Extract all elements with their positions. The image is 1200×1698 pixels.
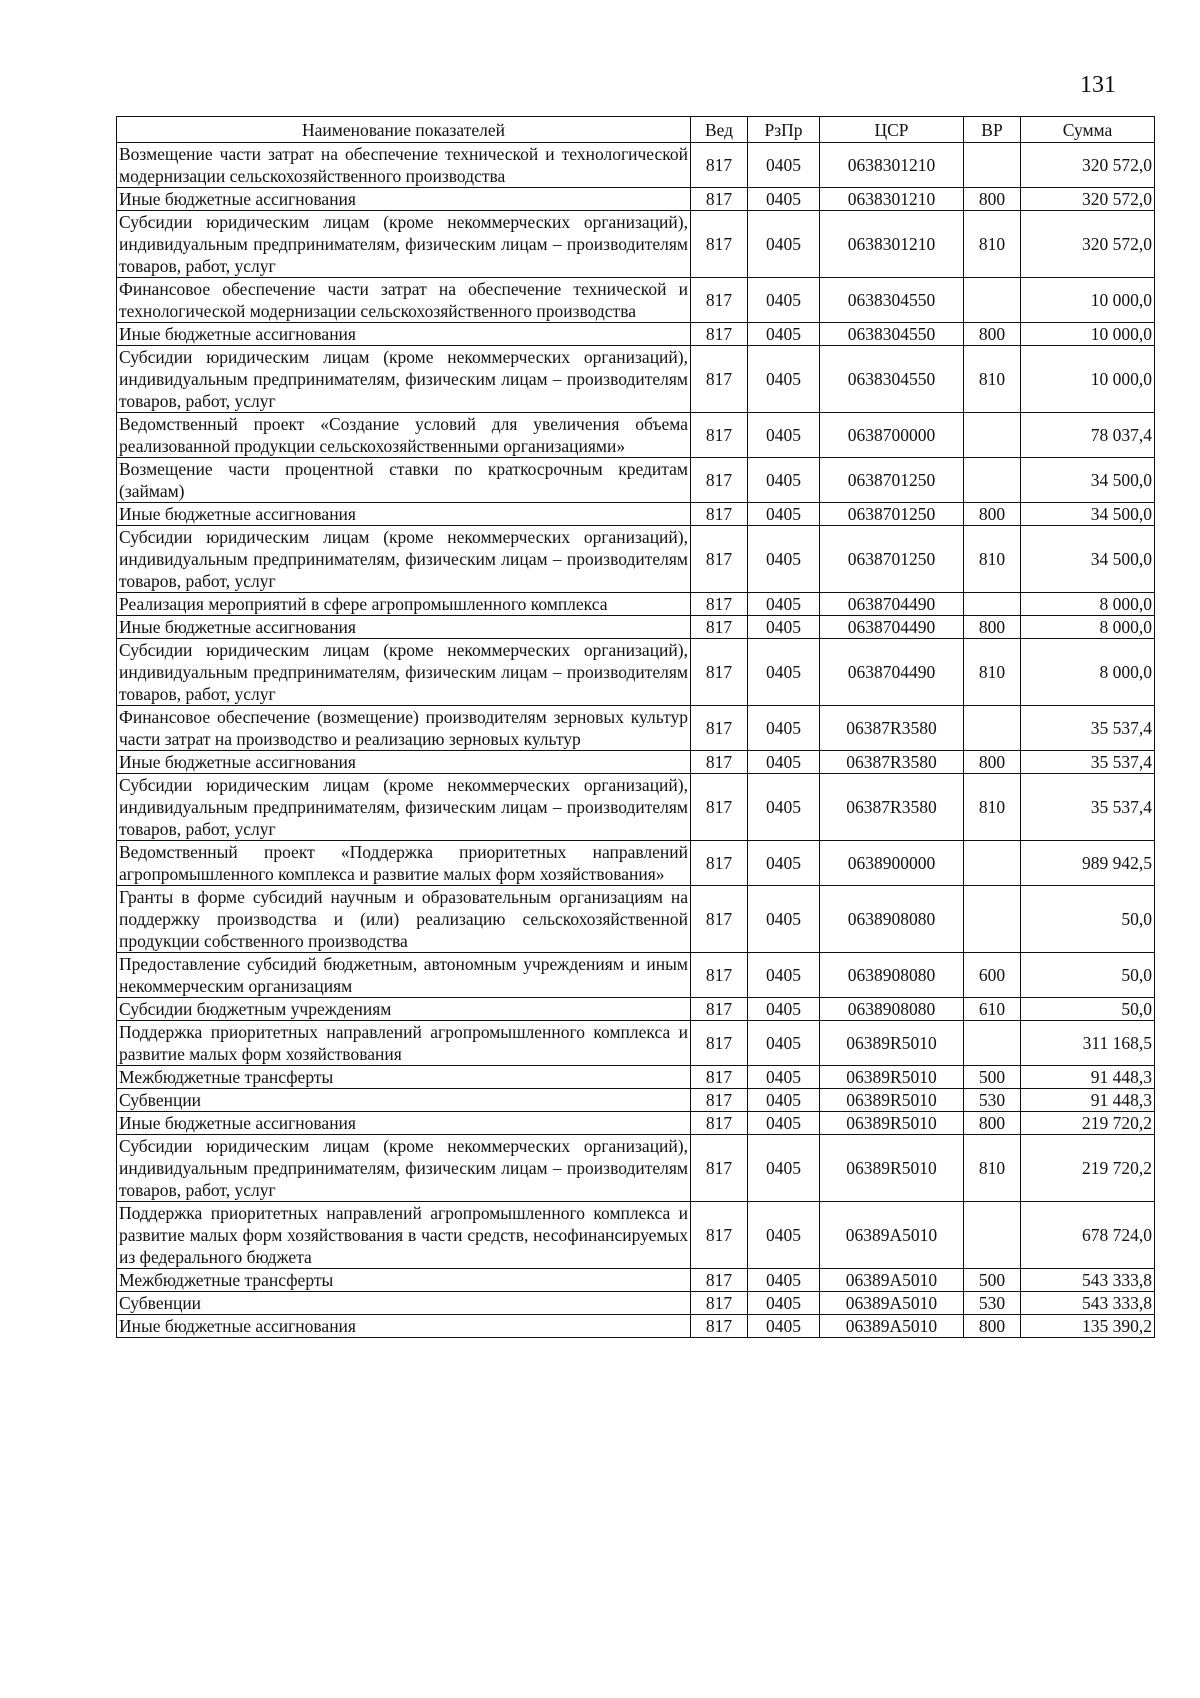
cell-name: Субсидии юридическим лицам (кроме некоммерческих организаций), индивидуальным предпринимателям, физическим лицам – производителям товаров, работ, услуг bbox=[117, 211, 691, 278]
cell-rzpr: 0405 bbox=[748, 616, 820, 639]
cell-rzpr: 0405 bbox=[748, 1135, 820, 1202]
cell-ved: 817 bbox=[691, 1202, 748, 1269]
cell-ved: 817 bbox=[691, 616, 748, 639]
cell-sum: 91 448,3 bbox=[1021, 1089, 1155, 1112]
cell-rzpr: 0405 bbox=[748, 706, 820, 751]
cell-rzpr: 0405 bbox=[748, 1269, 820, 1292]
cell-csr: 06387R3580 bbox=[820, 706, 964, 751]
cell-name: Гранты в форме субсидий научным и образовательным организациям на поддержку производства и (или) реализацию сельскохозяйственной продукции собственного производства bbox=[117, 886, 691, 953]
cell-vr bbox=[964, 143, 1021, 188]
cell-rzpr: 0405 bbox=[748, 841, 820, 886]
table-row bbox=[117, 1315, 1155, 1338]
table-header-row bbox=[117, 117, 1155, 143]
cell-rzpr: 0405 bbox=[748, 1202, 820, 1269]
cell-vr: 530 bbox=[964, 1292, 1021, 1315]
cell-csr: 0638301210 bbox=[820, 211, 964, 278]
cell-name: Субсидии юридическим лицам (кроме некоммерческих организаций), индивидуальным предпринимателям, физическим лицам – производителям товаров, работ, услуг bbox=[117, 526, 691, 593]
cell-rzpr: 0405 bbox=[748, 188, 820, 211]
table-row bbox=[117, 706, 1155, 751]
cell-vr: 800 bbox=[964, 616, 1021, 639]
cell-vr: 800 bbox=[964, 751, 1021, 774]
table-row bbox=[117, 616, 1155, 639]
cell-rzpr: 0405 bbox=[748, 211, 820, 278]
cell-name: Иные бюджетные ассигнования bbox=[117, 1315, 691, 1338]
cell-csr: 06389A5010 bbox=[820, 1292, 964, 1315]
table-row bbox=[117, 953, 1155, 998]
cell-csr: 0638900000 bbox=[820, 841, 964, 886]
cell-name: Ведомственный проект «Поддержка приоритетных направлений агропромышленного комплекса и развитие малых форм хозяйствования» bbox=[117, 841, 691, 886]
cell-ved: 817 bbox=[691, 1269, 748, 1292]
cell-rzpr: 0405 bbox=[748, 526, 820, 593]
cell-name: Субвенции bbox=[117, 1089, 691, 1112]
cell-rzpr: 0405 bbox=[748, 886, 820, 953]
table-row bbox=[117, 998, 1155, 1021]
cell-csr: 0638704490 bbox=[820, 593, 964, 616]
cell-sum: 311 168,5 bbox=[1021, 1021, 1155, 1066]
cell-rzpr: 0405 bbox=[748, 1112, 820, 1135]
table-row bbox=[117, 593, 1155, 616]
cell-vr: 810 bbox=[964, 346, 1021, 413]
cell-sum: 35 537,4 bbox=[1021, 706, 1155, 751]
cell-rzpr: 0405 bbox=[748, 143, 820, 188]
cell-name: Субсидии юридическим лицам (кроме некоммерческих организаций), индивидуальным предпринимателям, физическим лицам – производителям товаров, работ, услуг bbox=[117, 346, 691, 413]
cell-ved: 817 bbox=[691, 1292, 748, 1315]
cell-vr: 810 bbox=[964, 1135, 1021, 1202]
cell-ved: 817 bbox=[691, 1089, 748, 1112]
cell-vr: 610 bbox=[964, 998, 1021, 1021]
cell-rzpr: 0405 bbox=[748, 1021, 820, 1066]
cell-vr bbox=[964, 1021, 1021, 1066]
cell-sum: 34 500,0 bbox=[1021, 526, 1155, 593]
cell-name: Субсидии юридическим лицам (кроме некоммерческих организаций), индивидуальным предпринимателям, физическим лицам – производителям товаров, работ, услуг bbox=[117, 1135, 691, 1202]
cell-sum: 8 000,0 bbox=[1021, 616, 1155, 639]
cell-sum: 543 333,8 bbox=[1021, 1292, 1155, 1315]
table-row bbox=[117, 1089, 1155, 1112]
cell-ved: 817 bbox=[691, 706, 748, 751]
cell-rzpr: 0405 bbox=[748, 458, 820, 503]
table-row bbox=[117, 458, 1155, 503]
cell-name: Финансовое обеспечение (возмещение) производителям зерновых культур части затрат на производство и реализацию зерновых культур bbox=[117, 706, 691, 751]
cell-csr: 0638908080 bbox=[820, 953, 964, 998]
cell-sum: 35 537,4 bbox=[1021, 774, 1155, 841]
cell-name: Возмещение части затрат на обеспечение технической и технологической модернизации сельскохозяйственного производства bbox=[117, 143, 691, 188]
cell-sum: 320 572,0 bbox=[1021, 188, 1155, 211]
cell-csr: 0638304550 bbox=[820, 278, 964, 323]
cell-name: Возмещение части процентной ставки по краткосрочным кредитам (займам) bbox=[117, 458, 691, 503]
cell-csr: 06389R5010 bbox=[820, 1112, 964, 1135]
cell-name: Субвенции bbox=[117, 1292, 691, 1315]
cell-csr: 06389R5010 bbox=[820, 1066, 964, 1089]
cell-sum: 78 037,4 bbox=[1021, 413, 1155, 458]
cell-csr: 06389A5010 bbox=[820, 1202, 964, 1269]
cell-csr: 0638301210 bbox=[820, 143, 964, 188]
header-ved: Вед bbox=[691, 117, 748, 143]
cell-ved: 817 bbox=[691, 323, 748, 346]
cell-vr bbox=[964, 458, 1021, 503]
cell-ved: 817 bbox=[691, 458, 748, 503]
cell-ved: 817 bbox=[691, 211, 748, 278]
cell-ved: 817 bbox=[691, 1112, 748, 1135]
cell-ved: 817 bbox=[691, 1066, 748, 1089]
cell-csr: 0638701250 bbox=[820, 458, 964, 503]
cell-sum: 8 000,0 bbox=[1021, 639, 1155, 706]
cell-name: Субсидии бюджетным учреждениям bbox=[117, 998, 691, 1021]
table-row bbox=[117, 841, 1155, 886]
cell-csr: 06389R5010 bbox=[820, 1089, 964, 1112]
cell-ved: 817 bbox=[691, 526, 748, 593]
table-row bbox=[117, 751, 1155, 774]
table-row bbox=[117, 526, 1155, 593]
cell-vr: 800 bbox=[964, 323, 1021, 346]
cell-name: Поддержка приоритетных направлений агропромышленного комплекса и развитие малых форм хозяйствования bbox=[117, 1021, 691, 1066]
cell-csr: 0638908080 bbox=[820, 998, 964, 1021]
cell-sum: 91 448,3 bbox=[1021, 1066, 1155, 1089]
cell-ved: 817 bbox=[691, 751, 748, 774]
table-row bbox=[117, 278, 1155, 323]
cell-vr bbox=[964, 886, 1021, 953]
cell-sum: 8 000,0 bbox=[1021, 593, 1155, 616]
cell-sum: 10 000,0 bbox=[1021, 323, 1155, 346]
cell-vr bbox=[964, 413, 1021, 458]
table-row bbox=[117, 1135, 1155, 1202]
cell-name: Поддержка приоритетных направлений агропромышленного комплекса и развитие малых форм хозяйствования в части средств, несофинансируемых из федерального бюджета bbox=[117, 1202, 691, 1269]
cell-name: Субсидии юридическим лицам (кроме некоммерческих организаций), индивидуальным предпринимателям, физическим лицам – производителям товаров, работ, услуг bbox=[117, 774, 691, 841]
cell-sum: 135 390,2 bbox=[1021, 1315, 1155, 1338]
cell-vr: 500 bbox=[964, 1066, 1021, 1089]
table-row bbox=[117, 1112, 1155, 1135]
cell-csr: 0638700000 bbox=[820, 413, 964, 458]
table-row bbox=[117, 1021, 1155, 1066]
cell-rzpr: 0405 bbox=[748, 346, 820, 413]
cell-vr: 600 bbox=[964, 953, 1021, 998]
table-row bbox=[117, 1292, 1155, 1315]
cell-ved: 817 bbox=[691, 998, 748, 1021]
cell-vr: 500 bbox=[964, 1269, 1021, 1292]
table-row bbox=[117, 143, 1155, 188]
cell-vr: 530 bbox=[964, 1089, 1021, 1112]
cell-ved: 817 bbox=[691, 593, 748, 616]
cell-csr: 06389A5010 bbox=[820, 1269, 964, 1292]
cell-name: Иные бюджетные ассигнования bbox=[117, 751, 691, 774]
budget-table bbox=[116, 116, 1155, 1338]
cell-vr: 810 bbox=[964, 639, 1021, 706]
cell-ved: 817 bbox=[691, 1021, 748, 1066]
table-row bbox=[117, 503, 1155, 526]
cell-csr: 0638701250 bbox=[820, 503, 964, 526]
cell-rzpr: 0405 bbox=[748, 593, 820, 616]
cell-csr: 0638301210 bbox=[820, 188, 964, 211]
table-row bbox=[117, 1066, 1155, 1089]
header-sum: Сумма bbox=[1021, 117, 1155, 143]
table-row bbox=[117, 1202, 1155, 1269]
header-name: Наименование показателей bbox=[117, 117, 691, 143]
cell-csr: 0638304550 bbox=[820, 346, 964, 413]
cell-vr: 800 bbox=[964, 1112, 1021, 1135]
cell-sum: 35 537,4 bbox=[1021, 751, 1155, 774]
cell-sum: 543 333,8 bbox=[1021, 1269, 1155, 1292]
table-row bbox=[117, 323, 1155, 346]
cell-sum: 219 720,2 bbox=[1021, 1112, 1155, 1135]
cell-ved: 817 bbox=[691, 143, 748, 188]
cell-vr: 800 bbox=[964, 188, 1021, 211]
cell-sum: 320 572,0 bbox=[1021, 211, 1155, 278]
cell-csr: 06389R5010 bbox=[820, 1135, 964, 1202]
cell-name: Субсидии юридическим лицам (кроме некоммерческих организаций), индивидуальным предпринимателям, физическим лицам – производителям товаров, работ, услуг bbox=[117, 639, 691, 706]
cell-csr: 06389R5010 bbox=[820, 1021, 964, 1066]
cell-sum: 50,0 bbox=[1021, 953, 1155, 998]
cell-name: Иные бюджетные ассигнования bbox=[117, 503, 691, 526]
cell-sum: 10 000,0 bbox=[1021, 278, 1155, 323]
cell-name: Реализация мероприятий в сфере агропромышленного комплекса bbox=[117, 593, 691, 616]
cell-rzpr: 0405 bbox=[748, 278, 820, 323]
cell-ved: 817 bbox=[691, 413, 748, 458]
cell-name: Финансовое обеспечение части затрат на обеспечение технической и технологической модернизации сельскохозяйственного производства bbox=[117, 278, 691, 323]
cell-vr bbox=[964, 1202, 1021, 1269]
cell-rzpr: 0405 bbox=[748, 1315, 820, 1338]
cell-rzpr: 0405 bbox=[748, 1066, 820, 1089]
cell-ved: 817 bbox=[691, 346, 748, 413]
cell-csr: 0638304550 bbox=[820, 323, 964, 346]
cell-sum: 219 720,2 bbox=[1021, 1135, 1155, 1202]
cell-csr: 0638704490 bbox=[820, 639, 964, 706]
cell-sum: 989 942,5 bbox=[1021, 841, 1155, 886]
cell-ved: 817 bbox=[691, 639, 748, 706]
cell-vr bbox=[964, 278, 1021, 323]
cell-rzpr: 0405 bbox=[748, 774, 820, 841]
table-row bbox=[117, 188, 1155, 211]
cell-vr bbox=[964, 706, 1021, 751]
cell-ved: 817 bbox=[691, 1315, 748, 1338]
cell-rzpr: 0405 bbox=[748, 639, 820, 706]
cell-ved: 817 bbox=[691, 188, 748, 211]
cell-rzpr: 0405 bbox=[748, 1292, 820, 1315]
cell-ved: 817 bbox=[691, 953, 748, 998]
cell-sum: 10 000,0 bbox=[1021, 346, 1155, 413]
cell-csr: 0638704490 bbox=[820, 616, 964, 639]
cell-rzpr: 0405 bbox=[748, 998, 820, 1021]
cell-name: Ведомственный проект «Создание условий для увеличения объема реализованной продукции сельскохозяйственными организациями» bbox=[117, 413, 691, 458]
cell-rzpr: 0405 bbox=[748, 503, 820, 526]
page-number: 131 bbox=[1080, 72, 1116, 98]
cell-name: Межбюджетные трансферты bbox=[117, 1066, 691, 1089]
cell-csr: 06389A5010 bbox=[820, 1315, 964, 1338]
cell-csr: 06387R3580 bbox=[820, 751, 964, 774]
cell-sum: 34 500,0 bbox=[1021, 503, 1155, 526]
cell-ved: 817 bbox=[691, 886, 748, 953]
cell-sum: 678 724,0 bbox=[1021, 1202, 1155, 1269]
cell-vr bbox=[964, 593, 1021, 616]
cell-sum: 320 572,0 bbox=[1021, 143, 1155, 188]
table-row bbox=[117, 639, 1155, 706]
table-row bbox=[117, 413, 1155, 458]
cell-name: Иные бюджетные ассигнования bbox=[117, 188, 691, 211]
cell-ved: 817 bbox=[691, 503, 748, 526]
cell-name: Предоставление субсидий бюджетным, автономным учреждениям и иным некоммерческим организациям bbox=[117, 953, 691, 998]
cell-vr: 810 bbox=[964, 774, 1021, 841]
table-row bbox=[117, 346, 1155, 413]
table-row bbox=[117, 886, 1155, 953]
cell-ved: 817 bbox=[691, 278, 748, 323]
cell-vr: 800 bbox=[964, 503, 1021, 526]
header-csr: ЦСР bbox=[820, 117, 964, 143]
cell-rzpr: 0405 bbox=[748, 751, 820, 774]
cell-sum: 50,0 bbox=[1021, 886, 1155, 953]
cell-name: Иные бюджетные ассигнования bbox=[117, 1112, 691, 1135]
cell-vr bbox=[964, 841, 1021, 886]
table-row bbox=[117, 211, 1155, 278]
cell-ved: 817 bbox=[691, 774, 748, 841]
table-row bbox=[117, 774, 1155, 841]
cell-rzpr: 0405 bbox=[748, 953, 820, 998]
cell-rzpr: 0405 bbox=[748, 1089, 820, 1112]
cell-vr: 810 bbox=[964, 526, 1021, 593]
cell-csr: 0638701250 bbox=[820, 526, 964, 593]
cell-ved: 817 bbox=[691, 841, 748, 886]
cell-rzpr: 0405 bbox=[748, 323, 820, 346]
cell-name: Иные бюджетные ассигнования bbox=[117, 323, 691, 346]
cell-csr: 06387R3580 bbox=[820, 774, 964, 841]
cell-sum: 50,0 bbox=[1021, 998, 1155, 1021]
cell-vr: 800 bbox=[964, 1315, 1021, 1338]
cell-name: Иные бюджетные ассигнования bbox=[117, 616, 691, 639]
cell-rzpr: 0405 bbox=[748, 413, 820, 458]
header-vr: ВР bbox=[964, 117, 1021, 143]
table-row bbox=[117, 1269, 1155, 1292]
header-rzpr: РзПр bbox=[748, 117, 820, 143]
cell-vr: 810 bbox=[964, 211, 1021, 278]
cell-name: Межбюджетные трансферты bbox=[117, 1269, 691, 1292]
cell-ved: 817 bbox=[691, 1135, 748, 1202]
cell-csr: 0638908080 bbox=[820, 886, 964, 953]
cell-sum: 34 500,0 bbox=[1021, 458, 1155, 503]
